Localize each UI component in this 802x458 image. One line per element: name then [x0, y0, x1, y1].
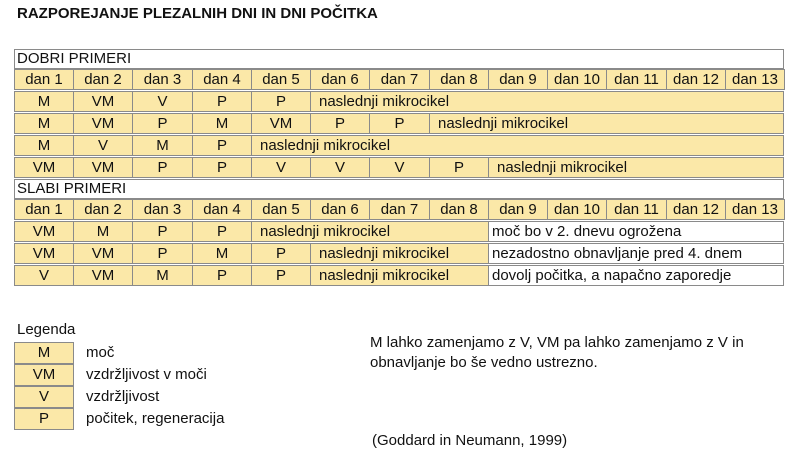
schedule-cell: P: [429, 157, 489, 178]
good-day-header: dan 10: [547, 69, 607, 90]
legend-title: Legenda: [17, 321, 76, 338]
good-day-header: dan 1: [14, 69, 74, 90]
schedule-cell: VM: [251, 113, 311, 134]
bad-day-header: dan 8: [429, 199, 489, 220]
bad-day-header: dan 5: [251, 199, 311, 220]
bad-day-header: dan 10: [547, 199, 607, 220]
next-microcycle-label: naslednji mikrocikel: [251, 135, 784, 156]
good-day-header: dan 6: [310, 69, 370, 90]
next-microcycle-label: naslednji mikrocikel: [310, 265, 489, 286]
good-day-header: dan 8: [429, 69, 489, 90]
schedule-cell: P: [192, 157, 252, 178]
good-day-header: dan 12: [666, 69, 726, 90]
schedule-cell: V: [14, 265, 74, 286]
legend-code: V: [14, 386, 74, 408]
schedule-cell: V: [73, 135, 133, 156]
schedule-cell: VM: [14, 243, 74, 264]
row-comment: nezadostno obnavljanje pred 4. dnem: [488, 243, 784, 264]
schedule-cell: P: [132, 113, 193, 134]
schedule-cell: P: [192, 135, 252, 156]
good-day-header: dan 2: [73, 69, 133, 90]
schedule-cell: P: [310, 113, 370, 134]
schedule-cell: VM: [73, 157, 133, 178]
schedule-table: [14, 49, 784, 297]
schedule-cell: VM: [73, 91, 133, 112]
legend-code: P: [14, 408, 74, 430]
schedule-cell: M: [192, 113, 252, 134]
row-comment: dovolj počitka, a napačno zaporedje: [488, 265, 784, 286]
schedule-cell: P: [192, 221, 252, 242]
legend-description: počitek, regeneracija: [86, 410, 225, 427]
schedule-cell: M: [14, 135, 74, 156]
schedule-cell: P: [132, 243, 193, 264]
next-microcycle-label: naslednji mikrocikel: [429, 113, 784, 134]
bad-day-header: dan 9: [488, 199, 548, 220]
good-day-header: dan 11: [606, 69, 667, 90]
schedule-cell: M: [14, 113, 74, 134]
schedule-cell: P: [251, 265, 311, 286]
schedule-cell: P: [251, 243, 311, 264]
schedule-cell: VM: [73, 265, 133, 286]
schedule-cell: VM: [73, 243, 133, 264]
schedule-cell: M: [192, 243, 252, 264]
page-title: RAZPOREJANJE PLEZALNIH DNI IN DNI POČITKA: [17, 5, 378, 22]
legend-description: vzdržljivost v moči: [86, 366, 207, 383]
bad-day-header: dan 3: [132, 199, 193, 220]
legend-description: moč: [86, 344, 115, 361]
schedule-cell: V: [251, 157, 311, 178]
schedule-cell: V: [369, 157, 430, 178]
schedule-cell: M: [132, 265, 193, 286]
row-comment: moč bo v 2. dnevu ogrožena: [488, 221, 784, 242]
schedule-cell: VM: [14, 221, 74, 242]
legend-description: vzdržljivost: [86, 388, 160, 405]
bad-examples-label: SLABI PRIMERI: [14, 179, 784, 199]
next-microcycle-label: naslednji mikrocikel: [251, 221, 489, 242]
schedule-cell: VM: [14, 157, 74, 178]
schedule-cell: P: [132, 221, 193, 242]
bad-day-header: dan 12: [666, 199, 726, 220]
next-microcycle-label: naslednji mikrocikel: [310, 243, 489, 264]
good-day-header: dan 5: [251, 69, 311, 90]
schedule-cell: P: [369, 113, 430, 134]
next-microcycle-label: naslednji mikrocikel: [488, 157, 784, 178]
next-microcycle-label: naslednji mikrocikel: [310, 91, 784, 112]
good-day-header: dan 3: [132, 69, 193, 90]
schedule-cell: P: [192, 265, 252, 286]
schedule-cell: P: [192, 91, 252, 112]
schedule-cell: M: [14, 91, 74, 112]
schedule-cell: V: [132, 91, 193, 112]
schedule-cell: V: [310, 157, 370, 178]
good-day-header: dan 9: [488, 69, 548, 90]
bad-day-header: dan 13: [725, 199, 785, 220]
bad-day-header: dan 4: [192, 199, 252, 220]
schedule-cell: P: [132, 157, 193, 178]
schedule-cell: M: [73, 221, 133, 242]
bad-day-header: dan 11: [606, 199, 667, 220]
bad-day-header: dan 6: [310, 199, 370, 220]
good-examples-label: DOBRI PRIMERI: [14, 49, 784, 69]
citation: (Goddard in Neumann, 1999): [372, 432, 568, 449]
bad-day-header: dan 1: [14, 199, 74, 220]
schedule-cell: M: [132, 135, 193, 156]
good-day-header: dan 4: [192, 69, 252, 90]
good-day-header: dan 7: [369, 69, 430, 90]
good-day-header: dan 13: [725, 69, 785, 90]
bad-day-header: dan 2: [73, 199, 133, 220]
legend-code: M: [14, 342, 74, 364]
legend-code: VM: [14, 364, 74, 386]
schedule-cell: P: [251, 91, 311, 112]
schedule-cell: VM: [73, 113, 133, 134]
substitution-note: M lahko zamenjamo z V, VM pa lahko zamenjamo z V in obnavljanje bo še vedno ustrezno.: [370, 334, 744, 371]
bad-day-header: dan 7: [369, 199, 430, 220]
